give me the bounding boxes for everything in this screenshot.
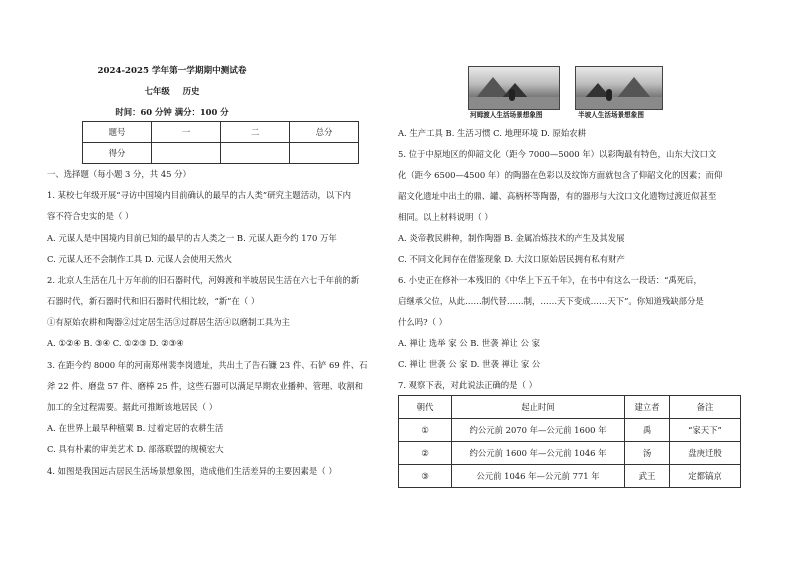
table-cell: 题号 xyxy=(83,122,152,143)
table-row xyxy=(399,419,741,442)
table-header-cell: 起止时间 xyxy=(452,396,625,419)
banpo-illustration xyxy=(575,66,663,110)
dynasty-table xyxy=(398,395,741,488)
option-line: C. 禅让 世袭 公 家 D. 世袭 禅让 家 公 xyxy=(398,359,541,369)
question-line: 相同。以上材料说明（ ） xyxy=(398,212,493,222)
table-cell: ② xyxy=(399,442,452,465)
option-line: C. 不同文化间存在借鉴现象 D. 大汶口原始居民拥有私有财产 xyxy=(398,254,625,264)
table-cell: 汤 xyxy=(625,442,670,465)
table-cell: 二 xyxy=(221,122,290,143)
table-cell: “家天下” xyxy=(670,419,741,442)
table-cell: 武王 xyxy=(625,465,670,488)
grade-subject: 七年级 历史 xyxy=(144,86,200,96)
table-cell: 禹 xyxy=(625,419,670,442)
table-cell: 定都镐京 xyxy=(670,465,741,488)
option-line: A. 生产工具 B. 生活习惯 C. 地理环境 D. 原始农耕 xyxy=(398,128,587,138)
question-line: 韶文化遗址中出土的鼎、罐、高柄杯等陶器，有的器形与大汶口文化遗物过渡近似甚至 xyxy=(398,191,717,201)
table-cell: 公元前 1046 年—公元前 771 年 xyxy=(452,465,625,488)
section-heading: 一、选择题（每小题 3 分，共 45 分） xyxy=(47,169,191,179)
question-line: 容不符合史实的是（ ） xyxy=(47,211,134,221)
table-header-cell: 建立者 xyxy=(625,396,670,419)
option-line: A. ①②④ B. ③④ C. ①②③ D. ②③④ xyxy=(47,338,184,348)
option-line: C. 具有朴素的审美艺术 D. 部落联盟的规模宏大 xyxy=(47,444,224,454)
table-row xyxy=(399,465,741,488)
question-line: 1. 某校七年级开展“寻访中国境内目前确认的最早的古人类”研究主题活动，以下内 xyxy=(47,190,351,200)
question-line: 5. 位于中原地区的仰韶文化（距今 7000—5000 年）以彩陶最有特色，山东大汶口文 xyxy=(398,149,717,159)
table-header-cell: 备注 xyxy=(670,396,741,419)
table-cell: 一 xyxy=(152,122,221,143)
option-line: A. 禅让 选举 家 公 B. 世袭 禅让 公 家 xyxy=(398,338,540,348)
score-input-1[interactable] xyxy=(152,143,221,164)
table-row xyxy=(399,442,741,465)
table-row xyxy=(83,143,359,164)
table-cell: 盘庚迁殷 xyxy=(670,442,741,465)
table-cell: 得分 xyxy=(83,143,152,164)
question-line: 化（距今 6500—4500 年）的陶器在色彩以及纹饰方面就包含了仰韶文化的因素；而仰 xyxy=(398,170,723,180)
option-line: A. 在世界上最早种植粟 B. 过着定居的农耕生活 xyxy=(47,423,224,433)
question-line: ①有原始农耕和陶器②过定居生活③过群居生活④以磨制工具为主 xyxy=(47,317,290,327)
question-line: 2. 北京人生活在几十万年前的旧石器时代，河姆渡和半坡居民生活在六七千年前的新 xyxy=(47,275,360,285)
table-header-cell: 朝代 xyxy=(399,396,452,419)
table-cell: 总分 xyxy=(290,122,359,143)
question-line: 7. 观察下表，对此说法正确的是（ ） xyxy=(398,380,537,390)
question-line: 加工的全过程需要。据此可推断该地居民（ ） xyxy=(47,402,218,412)
option-line: C. 元谋人还不会制作工具 D. 元谋人会使用天然火 xyxy=(47,254,232,264)
table-header-row xyxy=(399,396,741,419)
table-cell: 约公元前 1600 年—公元前 1046 年 xyxy=(452,442,625,465)
question-line: 6. 小史正在修补一本残旧的《中华上下五千年》，在书中有这么一段话：“禹死后， xyxy=(398,275,702,285)
time-score: 时间：60 分钟 满分：100 分 xyxy=(115,107,229,117)
option-line: A. 元谋人是中国境内目前已知的最早的古人类之一 B. 元谋人距今约 170 万年 xyxy=(47,233,337,243)
question-line: 什么吗?（ ） xyxy=(398,317,448,327)
question-line: 斧 22 件、磨盘 57 件、磨棒 25 件，这些石器可以满足早期农业播种、管理、收割和 xyxy=(47,381,363,391)
question-line: 启继承父位，从此……制代替……制，……天下变成……天下”。你知道残缺部分是 xyxy=(398,296,704,306)
option-line: A. 炎帝教民耕种，制作陶器 B. 金属冶炼技术的产生及其发展 xyxy=(398,233,625,243)
table-cell: ① xyxy=(399,419,452,442)
question-line: 4. 如图是我国远古居民生活场景想象图，造成他们生活差异的主要因素是（ ） xyxy=(47,466,337,476)
hemudu-illustration xyxy=(468,66,560,110)
caption-banpo: 半坡人生活场景想象图 xyxy=(578,111,644,119)
score-table xyxy=(82,121,359,164)
score-input-total[interactable] xyxy=(290,143,359,164)
table-cell: ③ xyxy=(399,465,452,488)
table-row xyxy=(83,122,359,143)
caption-hemudu: 河姆渡人生活场景想象图 xyxy=(470,111,543,119)
question-line: 3. 在距今约 8000 年的河南郑州裴李岗遗址，共出土了告石镰 23 件、石铲 69 件、石 xyxy=(47,360,368,370)
page-title: 2024-2025 学年第一学期期中测试卷 xyxy=(97,66,247,76)
table-cell: 约公元前 2070 年—公元前 1600 年 xyxy=(452,419,625,442)
question-line: 石器时代，新石器时代和旧石器时代相比较，“新”在（ ） xyxy=(47,296,260,306)
score-input-2[interactable] xyxy=(221,143,290,164)
